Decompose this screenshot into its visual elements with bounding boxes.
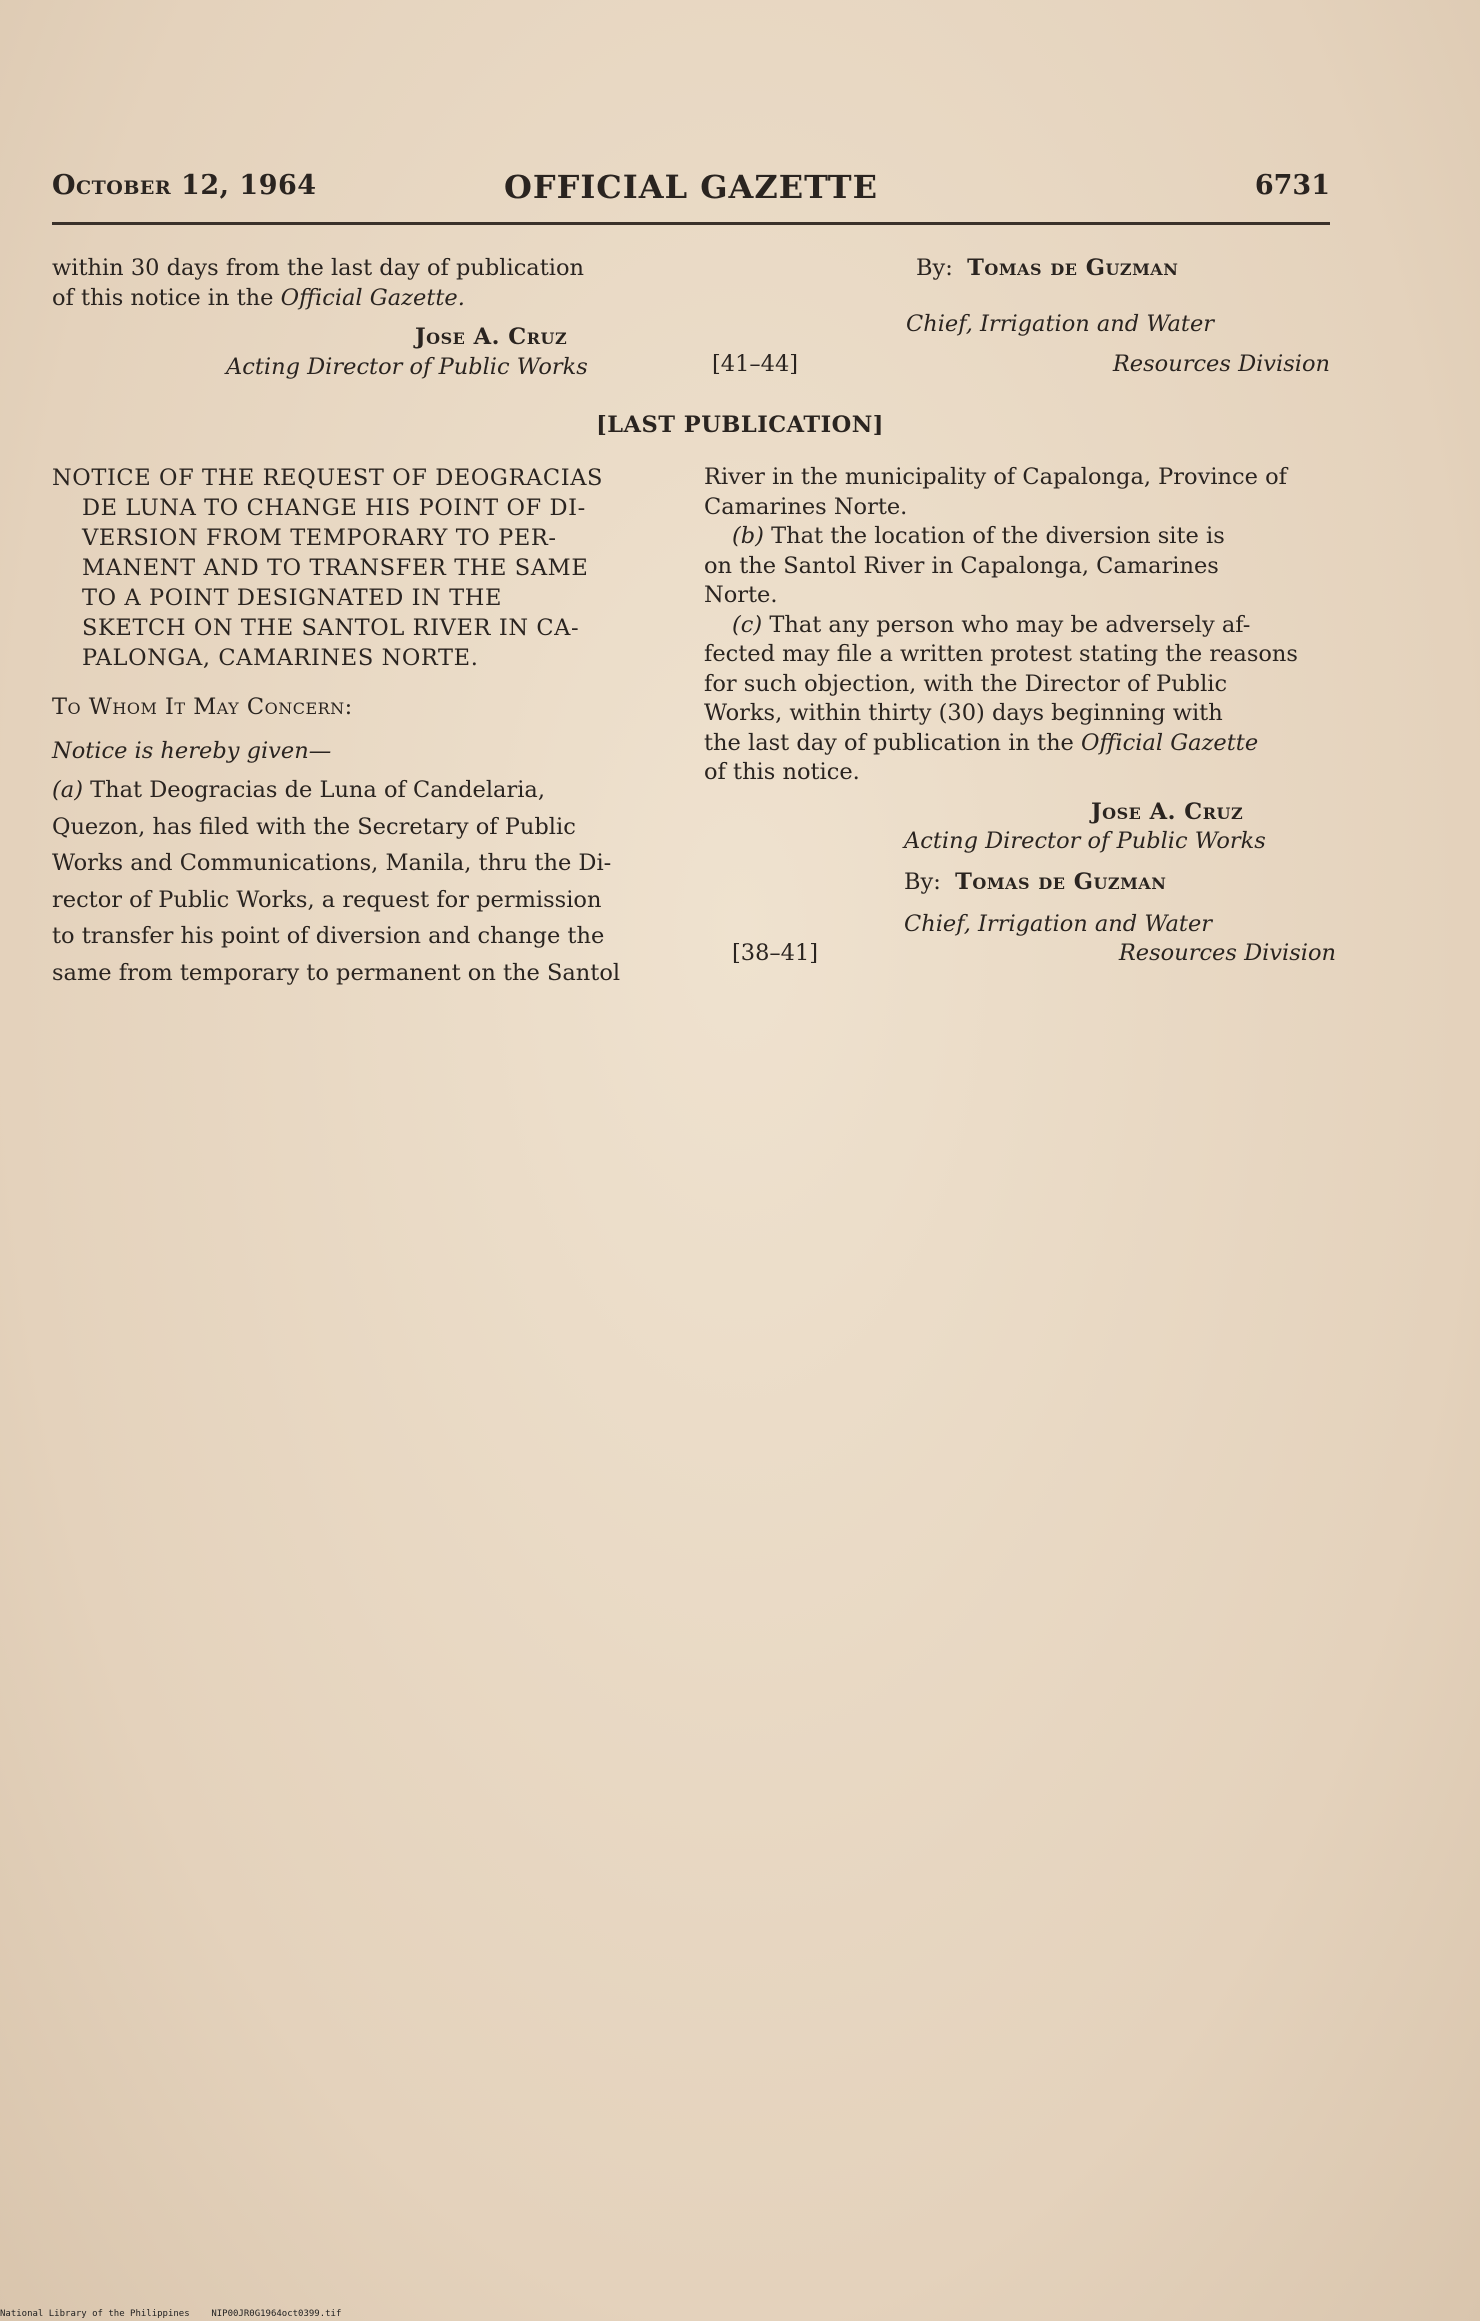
reference-number: [41–44] [712, 351, 799, 377]
paragraph-c: (c) That any person who may be adversely af- fected may file a written protest stating the reasons for such objection, with the Director of Public Works, within thirty (30) days beginning with the last day of publication in the Official Gazette of this notice. [704, 611, 1298, 785]
title-line: Resources Division [1118, 939, 1336, 966]
page-header [52, 168, 1330, 212]
signer-title: Acting Director of Public Works [904, 827, 1266, 854]
paragraph-a: (a) That Deogracias de Luna of Candelaria, Quezon, has filed with the Secretary of Public Works and Communications, Manila, thru the Di- rector of Public Works, a request for permission to transfer his point of diversion and change the same from temporary to permanent on the Santol [52, 777, 621, 986]
notice-right-column: River in the municipality of Capalonga, Province of Camarines Norte. (b) That the location of the diversion site is on the Santol River in Capalonga, Camarines Norte. (c) That any person who may be adversely af- fected may file a written protest stating the reasons for such objection, with the Director of Public Works, within thirty (30) days beginning with the last day of publication in the Official Gazette of this notice. Jose A. Cruz Acting Director of Public Works By: Tomas de Guzman Chief, Irrigation and Water [38–41] Resources Division [704, 463, 1332, 988]
signer-title: Acting Director of Public Works [226, 353, 588, 380]
paragraph-b: (b) That the location of the diversion site is on the Santol River in Capalonga, Camarines Norte. [704, 523, 1225, 608]
title-line: Chief, Irrigation and Water [906, 311, 1215, 337]
signer-name: Jose A. Cruz [1091, 798, 1244, 825]
title-line: Chief, Irrigation and Water [904, 910, 1213, 937]
scan-footer: National Library of the Philippines NIP00JR0G1964oct0399.tif [0, 2309, 342, 2319]
title-line: Resources Division [1112, 351, 1330, 377]
header-date: October 12, 1964 [52, 170, 317, 201]
text-line: of this notice in the Official Gazette. [52, 284, 465, 311]
notice-signature [704, 798, 1336, 988]
notice-heading: NOTICE OF THE REQUEST OF DEOGRACIAS DE LUNA TO CHANGE HIS POINT OF DI- VERSION FROM TEMPORARY TO PER- MANENT AND TO TRANSFER THE SAME TO A POINT DESIGNATED IN THE SKETCH ON THE SANTOL RIVER IN CA- PALONGA, CAMARINES NORTE. [52, 465, 604, 671]
text-line: within 30 days from the last day of publication [52, 255, 584, 281]
notice-left-column [52, 463, 669, 991]
salutation: To Whom It May Concern: [52, 694, 353, 720]
signer-name: Jose A. Cruz [415, 324, 568, 350]
by-line: By: Tomas de Guzman [916, 255, 1179, 281]
header-page-number: 6731 [1254, 170, 1330, 201]
header-rule [52, 222, 1330, 225]
reference-number: [38–41] [732, 939, 819, 966]
top-right-signature [700, 254, 1330, 389]
top-left-continuation [52, 254, 667, 382]
last-publication-label: [LAST PUBLICATION] [596, 412, 884, 438]
notice-intro: Notice is hereby given— [52, 737, 332, 764]
by-line: By: Tomas de Guzman [904, 868, 1167, 895]
header-title: OFFICIAL GAZETTE [504, 168, 878, 206]
